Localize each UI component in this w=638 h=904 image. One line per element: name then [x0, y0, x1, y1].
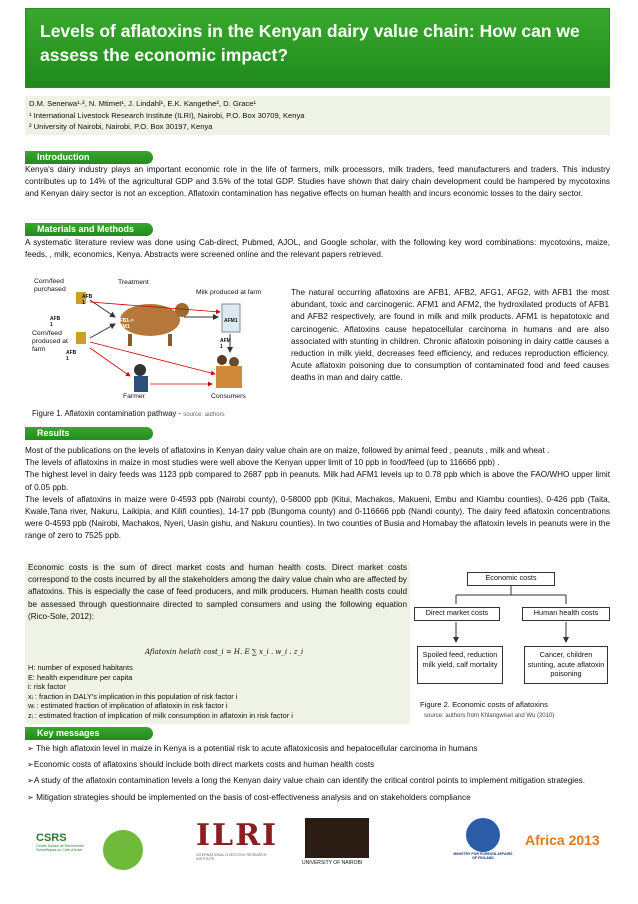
key-message-3: ➢A study of the aflatoxin contamination levels a long the Kenyan dairy value chain can identify the critical control points to implement mitigation strategies. — [27, 776, 586, 786]
figure-2-caption: Figure 2. Economic costs of aflatoxins — [420, 700, 548, 709]
def-z: zᵢ : estimated fraction of implication of milk consumption in aflatoxin in risk factor i — [28, 710, 293, 720]
afb1-tag-c: AFB 1 — [66, 350, 77, 362]
finland-ministry-logo: MINISTRY FOR FOREIGN AFFAIRS OF FINLAND — [451, 818, 515, 870]
results-p3: The highest level in dairy feeds was 1123 ppb compared to 2687 ppb in peanuts. Milk had AFM1 levels up to 0.78 ppb which is above the FAO/WHO upper limit of 0.05 ppb. — [25, 470, 610, 492]
affiliation-1: ¹ International Livestock Research Institute (ILRI), Nairobi, P.O. Box 30709, Kenya — [29, 110, 305, 120]
poster-title: Levels of aflatoxins in the Kenyan dairy value chain: How can we assess the economic impact? — [40, 21, 580, 65]
methods-heading: Materials and Methods — [25, 223, 153, 236]
consumers-icon — [217, 355, 227, 365]
university-of-nairobi-crest — [305, 818, 369, 858]
methods-text: A systematic literature review was done using Cab-direct, Pubmed, AJOL, and Google scholar, with the following key word combinations: mycotoxins, maize, feeds, , milk, economics, Kenya. Abstracts were screened online and the relevant papers retrieved. — [25, 238, 610, 260]
direct-costs-items: Spoiled feed, reduction milk yield, calf mortality — [417, 646, 503, 684]
milk-produced-label: Milk produced at farm — [196, 289, 262, 296]
csrs-logo: CSRS Centre Suisse de Recherches Scientifiques en Côte d'Ivoire — [36, 832, 84, 852]
afb1-tag-a: AFB 1 — [82, 294, 93, 306]
results-p1: Most of the publications on the levels of aflatoxins in Kenyan dairy value chain are on maize, followed by animal feed , peanuts , milk and wheat . — [25, 446, 550, 455]
figure-1 — [30, 272, 280, 412]
seal-logo — [103, 830, 143, 870]
economic-costs-node: Economic costs — [467, 572, 555, 586]
results-body — [25, 445, 610, 543]
figure-1-caption: Figure 1. Aflatoxin contamination pathway - source: authors — [32, 409, 225, 418]
health-costs-node: Human health costs — [522, 607, 610, 621]
africa-2013-logo: Africa 2013 — [525, 832, 600, 848]
ilri-logo: ILRI INTERNATIONAL LIVESTOCK RESEARCH INSTITUTE — [196, 818, 279, 861]
treatment-label: Treatment — [118, 279, 149, 286]
corn-purchased-label: Corn/feed purchased — [34, 278, 66, 293]
title-banner — [25, 8, 610, 88]
farmer-icon — [134, 364, 146, 376]
key-message-4: ➢ Mitigation strategies should be implemented on the basis of cost-effectiveness analysis and on stakeholders compliance — [27, 792, 471, 802]
health-cost-equation: Aflatoxin helath cost_i = H. E ∑ x_i . w_i . z_i — [145, 648, 304, 656]
farmer-label: Farmer — [123, 393, 145, 400]
figure-2 — [412, 562, 610, 720]
afm1-tag-b: AFM 1 — [220, 338, 231, 350]
econ-text: Economic costs is the sum of direct market costs and human health costs. Direct market costs correspond to the costs incurred by all the stakeholders among the dairy value chain who are affected by aflatoxins. This is especially the case of feed producers, and milk producers. Human health costs could be assessed through questionnaire directed to sampled consumers and using the following equation (Rico-Sole, 2012): — [28, 563, 407, 621]
aflatoxin-description: The natural occurring aflatoxins are AFB1, AFB2, AFG1, AFG2, with AFB1 the most abundant, toxic and carcinogenic. AFM1 and AFM2, the hydroxilated products of AFB1 and AFB2 respectively, are found in milk and milk products. AFM1 is hepatotoxic and carcinogenic. Aflatoxins cause hepatocellular carcinoma in humans and are also associated with stunting in children. Chronic aflatoxin poisoning in dairy cattle causes a reduction in milk yield, decreases feed efficiency, and reduces reproduction efficiency. Acute aflatoxin poisoning due to consumption of contaminated food and feed causes deaths in man and dairy cattle. — [291, 288, 609, 383]
key-messages-heading: Key messages — [25, 727, 153, 740]
key-message-2: ➢Economic costs of aflatoxins should include both direct markets costs and human health costs — [27, 760, 375, 770]
afm1-tag: AFM1 — [224, 318, 238, 324]
key-messages-list — [27, 743, 607, 808]
consumers-label: Consumers — [211, 393, 246, 400]
results-p4: The levels of aflatoxins in maize were 0-4593 ppb (Nairobi county), 0-58000 ppb (Kitui, Machakos, Makueni, Embu and Kiambu counties), 0-426 ppb (Taita, Kwale,Tana river, Nakuru, Laikipia, and Kilifi counties), 14-17 ppb (Bungoma county) and 0-116666 ppb (Nandi county). The dairy feed aflatoxin concentrations were 0-4593 ppb (Nairobi, Machakos, Nyeri, Uasin gishu, and Nakuru counties). In two counties of Busia and Homabay the aflatoxin levels in peanuts were in the range of zero to 7525 ppb. — [25, 494, 610, 541]
def-x: xᵢ : fraction in DALY's implication in this population of risk factor i — [28, 691, 238, 701]
results-heading: Results — [25, 427, 153, 440]
author-block — [25, 96, 610, 135]
university-of-nairobi-label: UNIVERSITY OF NAIROBI — [302, 860, 363, 866]
def-e: E: health expenditure per capita — [28, 672, 133, 682]
results-p2: The levels of aflatoxins in maize in most studies were well above the Kenyan upper limit of 10 ppb in food/feed (up to 116666 ppb) . — [25, 458, 500, 468]
def-i: i: risk factor — [28, 682, 66, 692]
equation-definitions — [28, 663, 293, 721]
key-message-1: ➢ The high aflatoxin level in maize in Kenya is a potential risk to acute aflatoxicosis and hepatocellular carcinoma in humans — [27, 744, 478, 753]
afb1-tag-b: AFB 1 — [50, 316, 61, 328]
intro-text: Kenya's dairy industry plays an important economic role in the life of farmers, milk processors, milk traders, feed manufacturers and traders. This industry contributes up to 14% of the agricultural GDP and 3.5% of the total GDP. Studies have shown that dairy chain development could be hampered by mycotoxins and Kenyan dairy sector is not an exception. Aflatoxin contamination has negative effects on human health and incurs economic losses to the dairy sector. — [25, 165, 610, 199]
economic-costs-panel — [25, 562, 410, 724]
direct-costs-node: Direct market costs — [414, 607, 500, 621]
health-costs-items: Cancer, children stunting, acute aflatoxin poisoning — [524, 646, 608, 684]
author-names: D.M. Senerwa¹·², N. Mtimet¹, J. Lindahl¹, E.K. Kangethe², D. Grace¹ — [29, 99, 257, 108]
corn-field-icon — [76, 332, 86, 344]
figure-2-source: source: authors from Khlangwiset and Wu (2010) — [424, 713, 555, 719]
intro-heading: Introduction — [25, 151, 153, 164]
affiliation-2: ² University of Nairobi, Nairobi, P.O. Box 30197, Kenya — [29, 122, 213, 131]
def-h: H: number of exposed habitants — [28, 663, 133, 672]
corn-produced-label: Corn/feed produced at farm — [32, 330, 68, 353]
def-w: wᵢ : estimated fraction of implication of aflatoxin in risk factor i — [28, 701, 228, 711]
afb1-afm1-tag: AFB1-> AFM1 — [116, 318, 134, 330]
